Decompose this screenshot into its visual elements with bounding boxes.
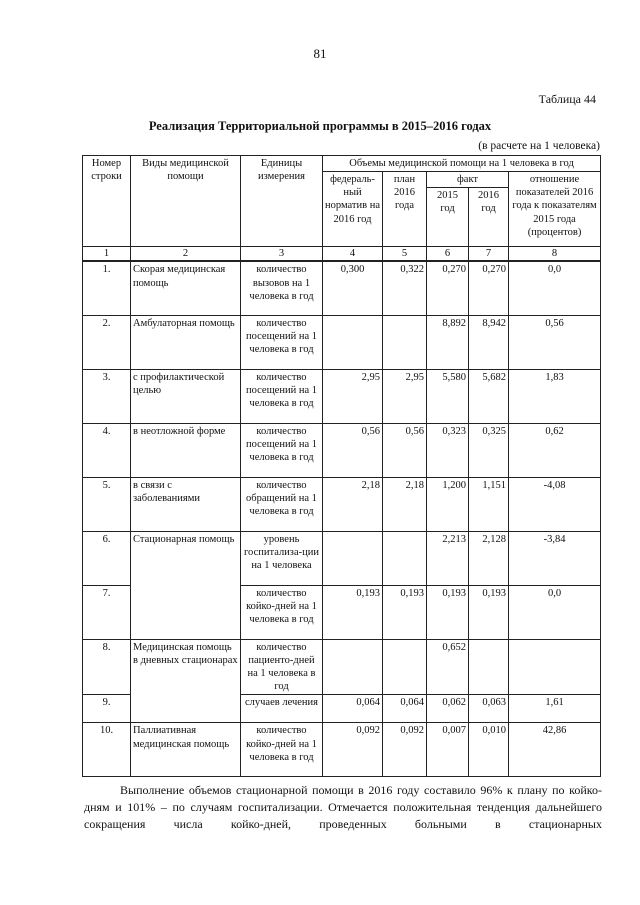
- header-volumes: Объемы медицинской помощи на 1 человека в год: [323, 156, 601, 172]
- header-fact-2015: 2015 год: [427, 188, 469, 247]
- plan-value: 0,193: [383, 585, 427, 639]
- fact-2015-value: 1,200: [427, 477, 469, 531]
- ratio-value: 0,0: [509, 585, 601, 639]
- ratio-value: 0,56: [509, 315, 601, 369]
- column-number: 7: [469, 247, 509, 262]
- header-row-no: Номер строки: [83, 156, 131, 247]
- table-row: [83, 261, 601, 315]
- header-federal: федераль-ный норматив на 2016 год: [323, 172, 383, 247]
- fact-2016-value: 0,063: [469, 695, 509, 723]
- care-kind: Стационарная помощь: [131, 531, 241, 639]
- care-kind: Амбулаторная помощь: [131, 315, 241, 369]
- page-number: 81: [313, 46, 327, 61]
- federal-norm-value: 0,193: [323, 585, 383, 639]
- row-number: 6.: [83, 531, 131, 585]
- table-row: [83, 477, 601, 531]
- row-number: 7.: [83, 585, 131, 639]
- plan-value: 2,18: [383, 477, 427, 531]
- fact-2016-value: 0,193: [469, 585, 509, 639]
- table-row: [83, 639, 601, 695]
- ratio-value: -4,08: [509, 477, 601, 531]
- federal-norm-value: 0,064: [323, 695, 383, 723]
- ratio-value: -3,84: [509, 531, 601, 585]
- ratio-value: 42,86: [509, 723, 601, 777]
- fact-2016-value: 5,682: [469, 369, 509, 423]
- unit-cell: количество обращений на 1 человека в год: [241, 477, 323, 531]
- plan-value: 0,092: [383, 723, 427, 777]
- header-plan: план 2016 года: [383, 172, 427, 247]
- table-row: [83, 423, 601, 477]
- column-number: 1: [83, 247, 131, 262]
- federal-norm-value: 0,56: [323, 423, 383, 477]
- unit-cell: количество вызовов на 1 человека в год: [241, 261, 323, 315]
- plan-value: 0,56: [383, 423, 427, 477]
- fact-2016-value: 0,325: [469, 423, 509, 477]
- care-kind: Скорая медицинская помощь: [131, 261, 241, 315]
- row-number: 8.: [83, 639, 131, 695]
- federal-norm-value: 0,092: [323, 723, 383, 777]
- fact-2015-value: 0,270: [427, 261, 469, 315]
- care-kind: с профилактической целью: [131, 369, 241, 423]
- table-row: [83, 723, 601, 777]
- care-kind: Медицинская помощь в дневных стационарах: [131, 639, 241, 723]
- fact-2015-value: 2,213: [427, 531, 469, 585]
- row-number: 2.: [83, 315, 131, 369]
- unit-cell: количество койко-дней на 1 человека в год: [241, 585, 323, 639]
- document-title: Реализация Территориальной программы в 2015–2016 годах: [148, 119, 492, 133]
- column-number: 5: [383, 247, 427, 262]
- row-number: 5.: [83, 477, 131, 531]
- table-row: [83, 531, 601, 585]
- header-fact: факт: [427, 172, 509, 188]
- table-label: Таблица 44: [538, 92, 596, 106]
- unit-cell: уровень госпитализа-ции на 1 человека: [241, 531, 323, 585]
- column-number: 3: [241, 247, 323, 262]
- header-ratio: отношение показателей 2016 года к показателям 2015 года (процентов): [509, 172, 601, 247]
- unit-cell: количество посещений на 1 человека в год: [241, 315, 323, 369]
- data-table: [82, 155, 601, 777]
- plan-value: [383, 315, 427, 369]
- header-fact-2016: 2016 год: [469, 188, 509, 247]
- ratio-value: 1,61: [509, 695, 601, 723]
- column-number: 8: [509, 247, 601, 262]
- fact-2016-value: [469, 639, 509, 695]
- row-number: 1.: [83, 261, 131, 315]
- plan-value: 0,064: [383, 695, 427, 723]
- plan-value: [383, 531, 427, 585]
- fact-2015-value: 0,007: [427, 723, 469, 777]
- row-number: 4.: [83, 423, 131, 477]
- fact-2015-value: 5,580: [427, 369, 469, 423]
- column-number: 4: [323, 247, 383, 262]
- fact-2016-value: 0,270: [469, 261, 509, 315]
- federal-norm-value: [323, 639, 383, 695]
- fact-2016-value: 8,942: [469, 315, 509, 369]
- fact-2016-value: 0,010: [469, 723, 509, 777]
- unit-cell: количество посещений на 1 человека в год: [241, 423, 323, 477]
- fact-2015-value: 0,193: [427, 585, 469, 639]
- unit-cell: количество койко-дней на 1 человека в год: [241, 723, 323, 777]
- plan-value: 2,95: [383, 369, 427, 423]
- care-kind: Паллиативная медицинская помощь: [131, 723, 241, 777]
- care-kind: в связи с заболеваниями: [131, 477, 241, 531]
- fact-2016-value: 2,128: [469, 531, 509, 585]
- body-paragraph: [84, 782, 602, 832]
- column-number: 6: [427, 247, 469, 262]
- ratio-value: 0,0: [509, 261, 601, 315]
- table-row: [83, 315, 601, 369]
- header-kind: Виды медицинской помощи: [131, 156, 241, 247]
- fact-2015-value: 0,652: [427, 639, 469, 695]
- fact-2015-value: 0,062: [427, 695, 469, 723]
- plan-value: [383, 639, 427, 695]
- unit-cell: количество посещений на 1 человека в год: [241, 369, 323, 423]
- column-number: 2: [131, 247, 241, 262]
- care-kind: в неотложной форме: [131, 423, 241, 477]
- header-units: Единицы измерения: [241, 156, 323, 247]
- unit-note: (в расчете на 1 человека): [478, 140, 600, 152]
- federal-norm-value: 2,18: [323, 477, 383, 531]
- ratio-value: [509, 639, 601, 695]
- row-number: 3.: [83, 369, 131, 423]
- fact-2016-value: 1,151: [469, 477, 509, 531]
- table-row: [83, 369, 601, 423]
- ratio-value: 1,83: [509, 369, 601, 423]
- federal-norm-value: 2,95: [323, 369, 383, 423]
- fact-2015-value: 0,323: [427, 423, 469, 477]
- federal-norm-value: [323, 531, 383, 585]
- row-number: 9.: [83, 695, 131, 723]
- ratio-value: 0,62: [509, 423, 601, 477]
- plan-value: 0,322: [383, 261, 427, 315]
- row-number: 10.: [83, 723, 131, 777]
- federal-norm-value: [323, 315, 383, 369]
- paragraph-text: Выполнение объемов стационарной помощи в 2016 году составило 96% к плану по койко-дням и 101% – по случаям госпитализации. Отмечается положительная тенденция дальнейшего сокращения числа койко-дней, проведенных больными в стационарных: [84, 783, 602, 831]
- unit-cell: случаев лечения: [241, 695, 323, 723]
- column-number-row: [83, 247, 601, 262]
- fact-2015-value: 8,892: [427, 315, 469, 369]
- federal-norm-value: 0,300: [323, 261, 383, 315]
- unit-cell: количество пациенто-дней на 1 человека в год: [241, 639, 323, 695]
